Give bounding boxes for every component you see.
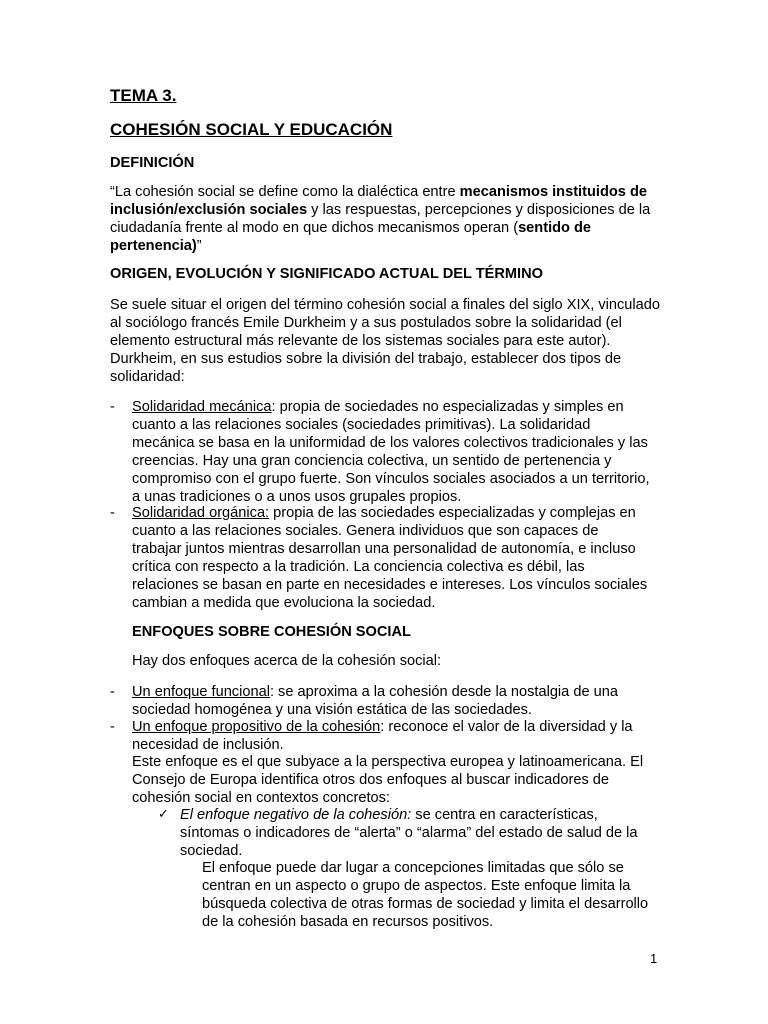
document-title: TEMA 3.	[110, 86, 177, 105]
list-item	[110, 398, 652, 506]
quote-text: y las respuestas, percepciones y disposiciones de la ciudadanía frente al modo en que dichos mecanismos operan (	[110, 202, 651, 236]
quote-bold-term: mecanismos instituidos de inclusión/exclusión sociales	[110, 184, 647, 218]
list-text: : se aproxima a la cohesión desde la nostalgia de una sociedad homogénea y una visión estática de las sociedades.	[132, 684, 618, 718]
list-term: Un enfoque funcional	[132, 684, 270, 700]
origen-paragraph: Se suele situar el origen del término cohesión social a finales del siglo XIX, vinculado al sociólogo francés Emile Durkheim y a sus postulados sobre la solidaridad (el elemento estructural más relevante de los sistemas sociales para este autor). Durkheim, en sus estudios sobre la división del trabajo, establecer dos tipos de solidaridad:	[110, 297, 661, 385]
heading-definicion: DEFINICIÓN	[110, 155, 195, 171]
document-subtitle: COHESIÓN SOCIAL Y EDUCACIÓN	[110, 120, 393, 139]
check-text: se centra en características, síntomas o indicadores de “alerta” o “alarma” del estado de salud de la sociedad.	[180, 807, 638, 859]
list-text: propia de las sociedades especializadas y complejas en cuanto a las relaciones sociales. Genera individuos que son capaces de trabajar juntos mientras desarrollan una personalidad de autonomía, e incluso crítica con respecto a la tradición. La conciencia colectiva es débil, las relaciones se basan en parte en necesidades e intereses. Los vínculos sociales cambian a medida que evoluciona la sociedad.	[132, 505, 648, 611]
list-item	[110, 683, 652, 719]
check-continuation: El enfoque puede dar lugar a concepciones limitadas que sólo se centran en un aspecto o grupo de aspectos. Este enfoque limita la búsqueda colectiva de otras formas de sociedad y limita el desarrollo de la cohesión basada en recursos positivos.	[202, 860, 649, 930]
list-item	[110, 718, 652, 754]
heading-enfoques: ENFOQUES SOBRE COHESIÓN SOCIAL	[132, 624, 411, 640]
list-text: : propia de sociedades no especializadas y simples en cuanto a las relaciones sociales (sociedades primitivas). La solidaridad mecánica se basa en la uniformidad de los valores colectivos tradicionales y las creencias. Hay una gran conciencia colectiva, un sentido de pertenencia y compromiso con el grupo fuerte. Son vínculos sociales asociados a un territorio, a unas tradiciones o a unos usos grupales propios.	[132, 399, 650, 505]
check-item	[158, 806, 660, 860]
page-number: 1	[650, 951, 658, 966]
list-term: Un enfoque propositivo de la cohesión	[132, 719, 381, 735]
definition-quote	[110, 183, 668, 255]
quote-text: ”	[196, 238, 202, 254]
list-term: Solidaridad mecánica	[132, 399, 272, 415]
quote-bold-term: sentido de pertenencia)	[110, 220, 592, 254]
list-dash: -	[110, 684, 115, 700]
list-text: : reconoce el valor de la diversidad y la necesidad de inclusión.	[132, 719, 633, 753]
enfoques-intro: Hay dos enfoques acerca de la cohesión social:	[132, 653, 442, 669]
list-dash: -	[110, 505, 115, 521]
enfoques-continuation: Este enfoque es el que subyace a la perspectiva europea y latinoamericana. El Consejo de Europa identifica otros dos enfoques al buscar indicadores de cohesión social en contextos concretos:	[132, 754, 644, 806]
list-dash: -	[110, 719, 115, 735]
checkmark-icon: ✓	[158, 807, 169, 822]
check-term: El enfoque negativo de la cohesión:	[180, 807, 412, 823]
heading-origen: ORIGEN, EVOLUCIÓN Y SIGNIFICADO ACTUAL DEL TÉRMINO	[110, 266, 543, 282]
list-term: Solidaridad orgánica:	[132, 505, 270, 521]
quote-text: “La cohesión social se define como la dialéctica entre	[110, 184, 460, 200]
list-item	[110, 504, 652, 612]
list-dash: -	[110, 399, 115, 415]
